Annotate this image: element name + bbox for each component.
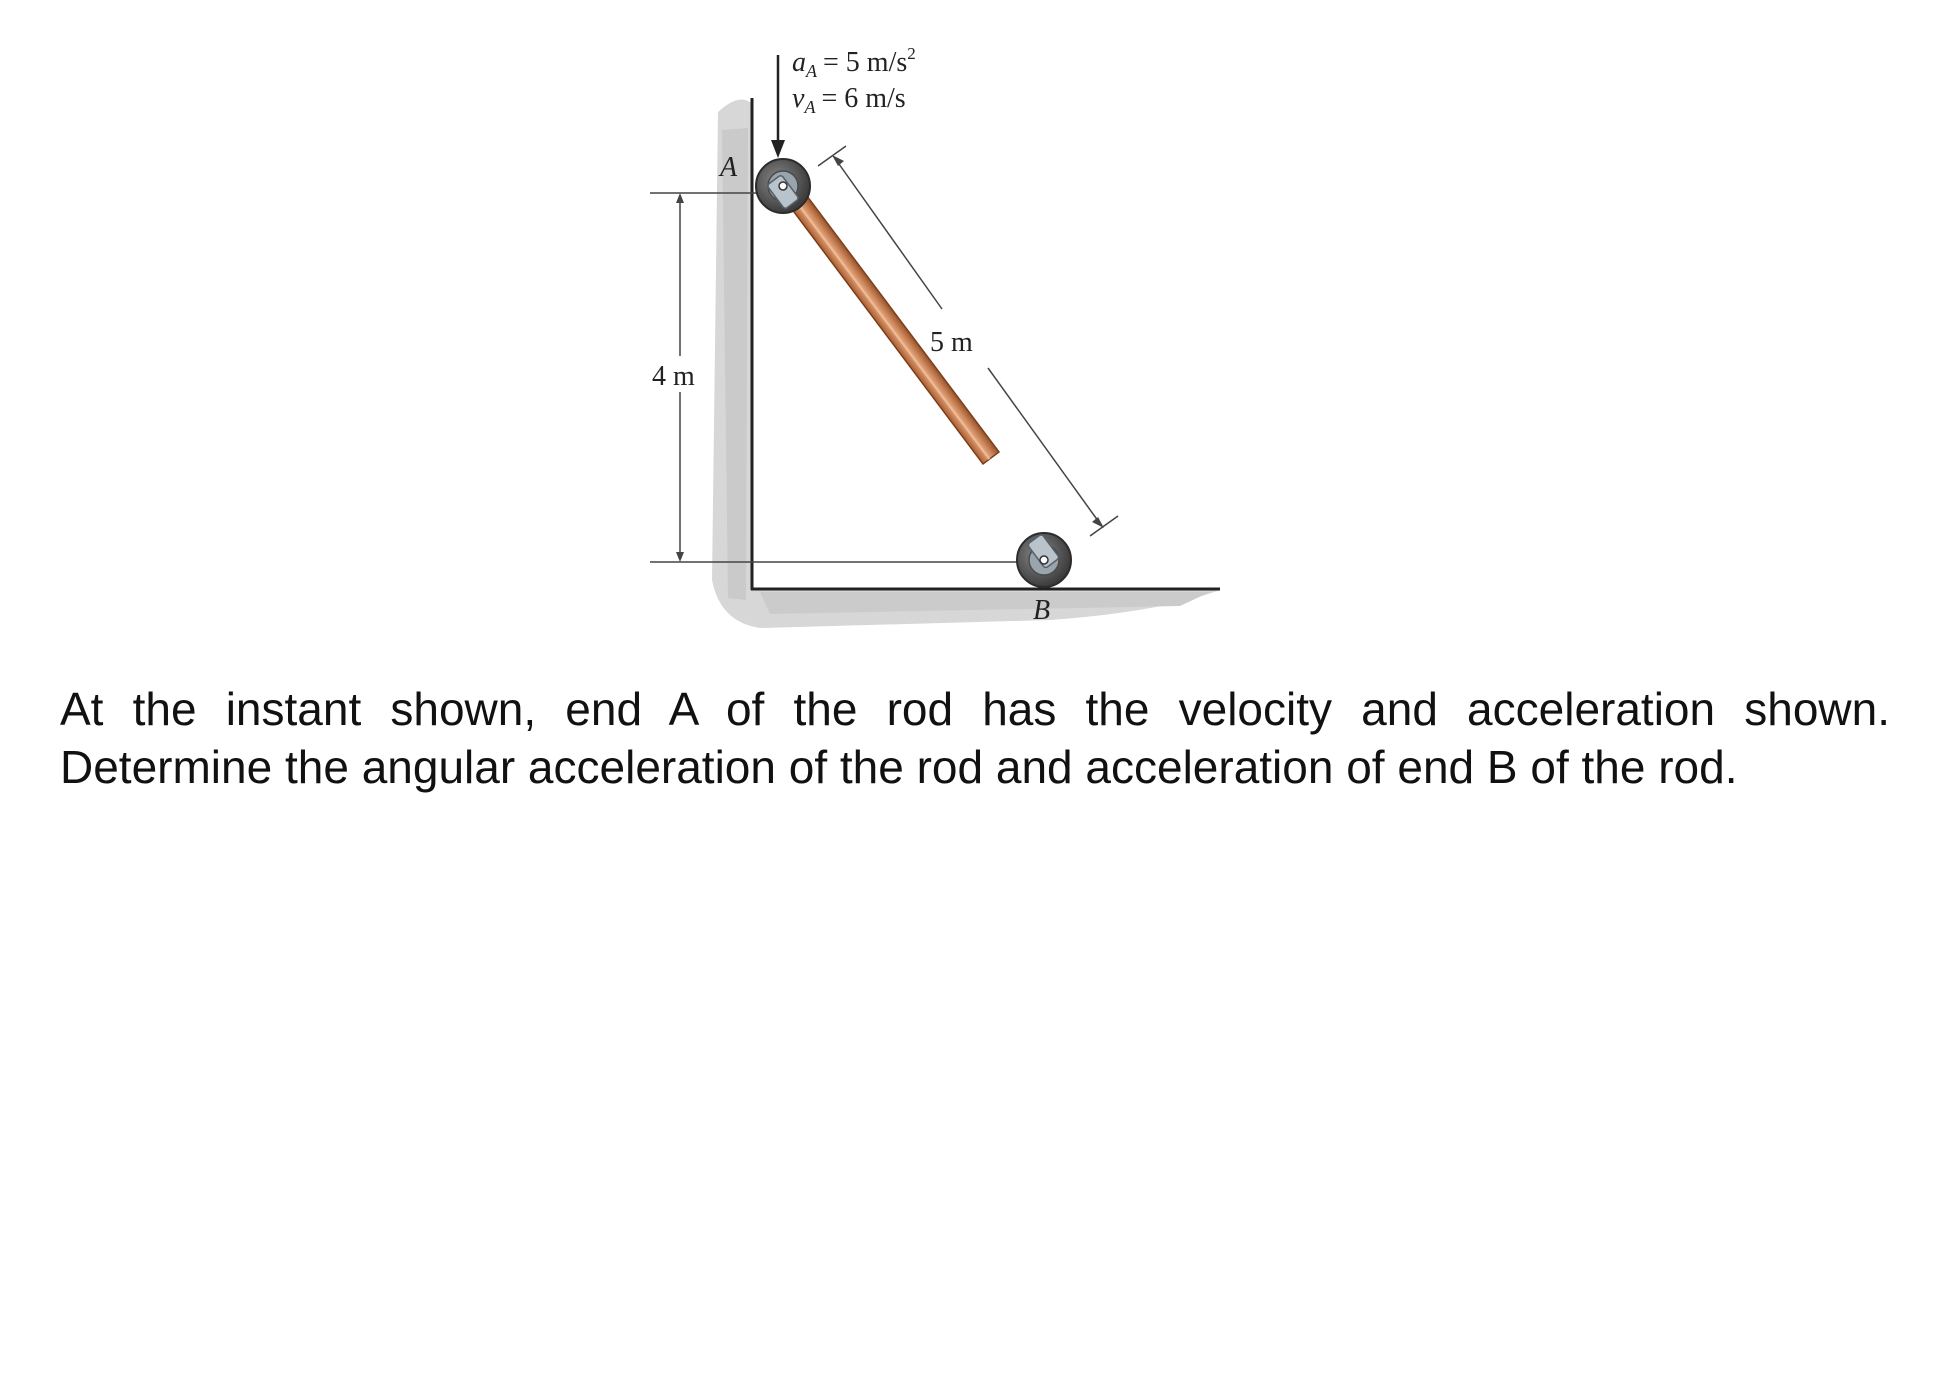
- rod-dimension-label: 5 m: [930, 327, 973, 358]
- problem-line-1: At the instant shown, end A of the rod has the velocity and acceleration shown.: [60, 683, 1890, 735]
- rod: [779, 180, 999, 464]
- point-a-label: A: [720, 152, 738, 183]
- point-b-label: B: [1033, 595, 1051, 626]
- height-dimension-label: 4 m: [652, 361, 695, 392]
- problem-statement: [60, 680, 1890, 796]
- wheel-b: [1017, 533, 1071, 587]
- accel-label: $a_A = 5$ $m/s^2$: [792, 44, 916, 81]
- problem-line-2: Determine the angular acceleration of the rod and acceleration of end B of the rod.: [60, 741, 1738, 793]
- velocity-arrow: [771, 55, 785, 158]
- wall-floor-lines: [751, 98, 1220, 590]
- wheel-a: [756, 159, 810, 213]
- rod-diagram: [0, 0, 1946, 660]
- vel-label: $v_A = 6$ m/s: [792, 83, 906, 117]
